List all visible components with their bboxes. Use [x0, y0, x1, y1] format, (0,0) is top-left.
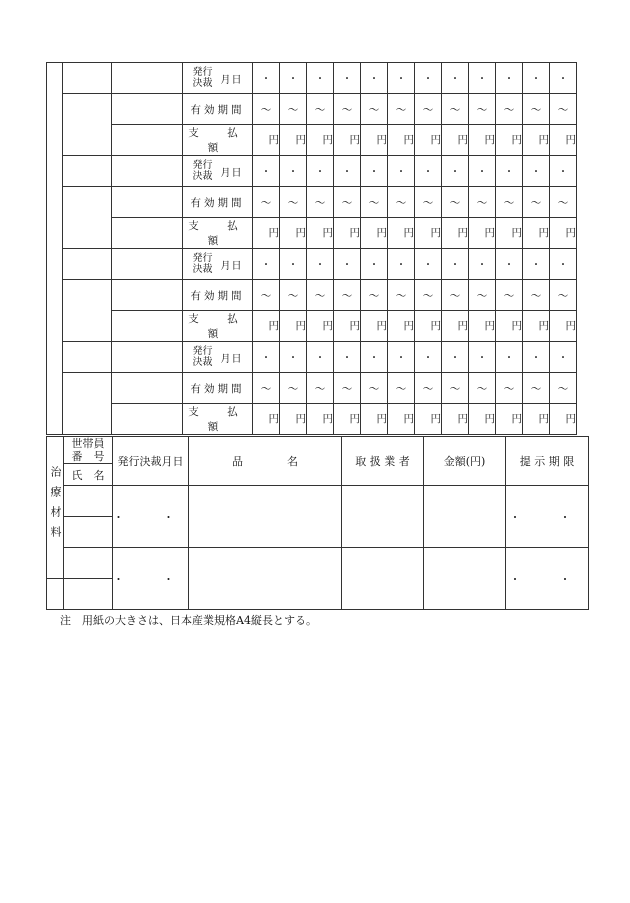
material-deadline[interactable]: ・ ・ [506, 486, 589, 548]
recipient-cell[interactable] [112, 404, 183, 435]
validity-period-cell[interactable]: ～ [469, 373, 496, 404]
household-number-cell[interactable] [63, 249, 112, 280]
payment-amount-cell[interactable]: 円 [253, 218, 280, 249]
validity-period-cell[interactable]: ～ [388, 280, 415, 311]
month-day-label: 月日 [220, 260, 243, 272]
issue-date-cell[interactable]: ・ [334, 156, 361, 187]
material-item-name[interactable] [189, 548, 342, 610]
issue-date-cell[interactable]: ・ [415, 249, 442, 280]
validity-period-cell[interactable]: ～ [550, 94, 577, 125]
issue-date-cell[interactable]: ・ [550, 63, 577, 94]
issue-date-cell[interactable]: ・ [280, 156, 307, 187]
validity-period-cell[interactable]: ～ [469, 280, 496, 311]
recipient-number-cell[interactable] [112, 187, 183, 218]
issue-date-cell[interactable]: ・ [496, 249, 523, 280]
validity-period-cell[interactable]: ～ [415, 373, 442, 404]
issue-date-cell[interactable]: ・ [307, 156, 334, 187]
validity-period-cell[interactable]: ～ [334, 187, 361, 218]
issue-date-cell[interactable]: ・ [361, 342, 388, 373]
validity-period-cell[interactable]: ～ [307, 280, 334, 311]
material-item-name[interactable] [189, 486, 342, 548]
issue-date-cell[interactable]: ・ [550, 249, 577, 280]
validity-period-cell[interactable]: ～ [550, 373, 577, 404]
left-margin-cell [47, 63, 63, 435]
validity-period-cell[interactable]: ～ [253, 280, 280, 311]
payment-amount-cell[interactable]: 円 [550, 311, 577, 342]
issue-date-cell[interactable]: ・ [388, 156, 415, 187]
validity-period-cell[interactable]: ～ [415, 187, 442, 218]
validity-period-cell[interactable]: ～ [388, 373, 415, 404]
validity-period-label: 有効期間 [183, 187, 253, 218]
issue-date-cell[interactable]: ・ [253, 342, 280, 373]
payment-amount-cell[interactable]: 円 [280, 311, 307, 342]
materials-section-bottom [47, 579, 64, 610]
payment-amount-cell[interactable]: 円 [550, 404, 577, 435]
payment-amount-cell[interactable]: 円 [334, 404, 361, 435]
materials-section-label: 治療材料 [49, 466, 62, 546]
payment-amount-cell[interactable]: 円 [469, 218, 496, 249]
payment-amount-cell[interactable]: 円 [280, 218, 307, 249]
recipient-cell[interactable] [112, 63, 183, 94]
validity-period-cell[interactable]: ～ [550, 187, 577, 218]
issue-date-cell[interactable]: ・ [307, 249, 334, 280]
validity-period-cell[interactable]: ～ [361, 280, 388, 311]
payment-amount-cell[interactable]: 円 [307, 311, 334, 342]
payment-amount-cell[interactable]: 円 [388, 125, 415, 156]
payment-amount-cell[interactable]: 円 [334, 311, 361, 342]
household-number-header [64, 437, 113, 464]
validity-period-cell[interactable]: ～ [469, 94, 496, 125]
material-issue-date[interactable]: ・ ・ [113, 486, 189, 548]
validity-period-cell[interactable]: ～ [415, 94, 442, 125]
issue-date-cell[interactable]: ・ [280, 63, 307, 94]
issue-label-2: 決裁 [192, 78, 213, 89]
issue-date-cell[interactable]: ・ [307, 342, 334, 373]
deadline-header: 提 示 期 限 [506, 437, 589, 486]
issuance-ledger-table [46, 62, 577, 435]
issue-date-label [183, 249, 253, 280]
material-name-cell[interactable] [64, 579, 113, 610]
issue-label-1: 発行 [192, 67, 213, 78]
issue-date-cell[interactable]: ・ [388, 249, 415, 280]
material-deadline[interactable]: ・ ・ [506, 548, 589, 610]
material-issue-date[interactable]: ・ ・ [113, 548, 189, 610]
issue-date-cell[interactable]: ・ [523, 63, 550, 94]
name-cell[interactable] [63, 280, 112, 342]
validity-period-cell[interactable]: ～ [415, 280, 442, 311]
issue-label-2: 決裁 [192, 171, 213, 182]
validity-period-cell[interactable]: ～ [307, 373, 334, 404]
amount-header: 金額(円) [424, 437, 506, 486]
recipient-number-cell[interactable] [112, 280, 183, 311]
validity-period-cell[interactable]: ～ [496, 373, 523, 404]
issue-date-cell[interactable]: ・ [469, 249, 496, 280]
validity-period-cell[interactable]: ～ [442, 94, 469, 125]
issue-label-1: 発行 [192, 253, 213, 264]
payment-amount-cell[interactable]: 円 [442, 218, 469, 249]
name-cell[interactable] [63, 373, 112, 435]
handler-header: 取 扱 業 者 [342, 437, 424, 486]
issue-date-cell[interactable]: ・ [550, 342, 577, 373]
material-name-cell[interactable] [64, 517, 113, 548]
payment-amount-cell[interactable]: 円 [496, 404, 523, 435]
month-day-label: 月日 [220, 74, 243, 86]
validity-period-cell[interactable]: ～ [280, 187, 307, 218]
validity-period-cell[interactable]: ～ [496, 187, 523, 218]
payment-amount-cell[interactable]: 円 [388, 404, 415, 435]
recipient-cell[interactable] [112, 249, 183, 280]
issue-date-cell[interactable]: ・ [442, 342, 469, 373]
treatment-materials-table [46, 436, 589, 610]
issue-date-cell[interactable]: ・ [253, 63, 280, 94]
issue-date-label [183, 63, 253, 94]
payment-amount-cell[interactable]: 円 [361, 125, 388, 156]
payment-amount-cell[interactable]: 円 [469, 311, 496, 342]
validity-period-cell[interactable]: ～ [523, 187, 550, 218]
payment-amount-cell[interactable]: 円 [496, 218, 523, 249]
issue-date-cell[interactable]: ・ [280, 342, 307, 373]
payment-amount-cell[interactable]: 円 [496, 311, 523, 342]
month-day-label: 月日 [220, 167, 243, 179]
validity-period-cell[interactable]: ～ [523, 280, 550, 311]
issue-date-cell[interactable]: ・ [442, 63, 469, 94]
issue-date-cell[interactable]: ・ [361, 63, 388, 94]
recipient-cell[interactable] [112, 342, 183, 373]
payment-amount-cell[interactable]: 円 [307, 125, 334, 156]
issue-date-label [183, 342, 253, 373]
payment-amount-cell[interactable]: 円 [523, 125, 550, 156]
issue-date-cell[interactable]: ・ [388, 342, 415, 373]
validity-period-cell[interactable]: ～ [442, 373, 469, 404]
issue-date-cell[interactable]: ・ [523, 249, 550, 280]
validity-period-cell[interactable]: ～ [280, 280, 307, 311]
payment-amount-label: 支 払 額 [183, 404, 253, 435]
validity-period-cell[interactable]: ～ [550, 280, 577, 311]
name-cell[interactable] [63, 94, 112, 156]
issue-label-2: 決裁 [192, 357, 213, 368]
validity-period-cell[interactable]: ～ [361, 373, 388, 404]
issue-date-cell[interactable]: ・ [334, 249, 361, 280]
payment-amount-cell[interactable]: 円 [361, 218, 388, 249]
issue-date-cell[interactable]: ・ [415, 156, 442, 187]
material-handler[interactable] [342, 486, 424, 548]
validity-period-cell[interactable]: ～ [469, 187, 496, 218]
payment-amount-cell[interactable]: 円 [442, 125, 469, 156]
payment-amount-cell[interactable]: 円 [469, 404, 496, 435]
validity-period-cell[interactable]: ～ [334, 280, 361, 311]
issue-date-cell[interactable]: ・ [415, 63, 442, 94]
issue-date-cell[interactable]: ・ [307, 63, 334, 94]
payment-amount-label: 支 払 額 [183, 125, 253, 156]
validity-period-cell[interactable]: ～ [442, 280, 469, 311]
issue-date-cell[interactable]: ・ [442, 249, 469, 280]
issue-label-2: 決裁 [192, 264, 213, 275]
payment-amount-cell[interactable]: 円 [523, 218, 550, 249]
payment-amount-cell[interactable]: 円 [415, 311, 442, 342]
issue-date-cell[interactable]: ・ [469, 342, 496, 373]
issue-date-cell[interactable]: ・ [496, 342, 523, 373]
payment-amount-cell[interactable]: 円 [280, 125, 307, 156]
recipient-number-cell[interactable] [112, 94, 183, 125]
validity-period-label: 有効期間 [183, 94, 253, 125]
validity-period-label: 有効期間 [183, 280, 253, 311]
household-number-cell[interactable] [63, 63, 112, 94]
payment-amount-cell[interactable]: 円 [523, 404, 550, 435]
payment-amount-cell[interactable]: 円 [253, 125, 280, 156]
name-header: 氏 名 [64, 464, 113, 486]
household-label-2: 番 号 [71, 450, 105, 463]
issue-date-cell[interactable]: ・ [523, 156, 550, 187]
material-household-cell[interactable] [64, 486, 113, 517]
payment-amount-cell[interactable]: 円 [496, 125, 523, 156]
validity-period-cell[interactable]: ～ [253, 94, 280, 125]
issue-date-cell[interactable]: ・ [469, 63, 496, 94]
issue-date-cell[interactable]: ・ [253, 156, 280, 187]
issue-date-cell[interactable]: ・ [442, 156, 469, 187]
validity-period-cell[interactable]: ～ [280, 373, 307, 404]
payment-amount-cell[interactable]: 円 [280, 404, 307, 435]
payment-amount-cell[interactable]: 円 [307, 404, 334, 435]
issue-date-cell[interactable]: ・ [523, 342, 550, 373]
payment-amount-cell[interactable]: 円 [415, 404, 442, 435]
validity-period-cell[interactable]: ～ [523, 94, 550, 125]
payment-amount-cell[interactable]: 円 [388, 311, 415, 342]
material-handler[interactable] [342, 548, 424, 610]
payment-amount-cell[interactable]: 円 [415, 125, 442, 156]
payment-amount-cell[interactable]: 円 [469, 125, 496, 156]
materials-section-cell [47, 437, 64, 579]
validity-period-cell[interactable]: ～ [307, 94, 334, 125]
payment-amount-cell[interactable]: 円 [388, 218, 415, 249]
payment-amount-cell[interactable]: 円 [361, 311, 388, 342]
issue-date-label [183, 156, 253, 187]
validity-period-cell[interactable]: ～ [496, 94, 523, 125]
payment-amount-label: 支 払 額 [183, 311, 253, 342]
validity-period-cell[interactable]: ～ [388, 187, 415, 218]
payment-amount-cell[interactable]: 円 [334, 125, 361, 156]
payment-amount-cell[interactable]: 円 [442, 404, 469, 435]
issue-date-header: 発行決裁月日 [113, 437, 189, 486]
household-number-cell[interactable] [63, 156, 112, 187]
issue-date-cell[interactable]: ・ [550, 156, 577, 187]
material-household-cell[interactable] [64, 548, 113, 579]
household-label-1: 世帯員 [71, 437, 105, 450]
issue-date-cell[interactable]: ・ [334, 342, 361, 373]
recipient-cell[interactable] [112, 156, 183, 187]
issue-date-cell[interactable]: ・ [334, 63, 361, 94]
issue-date-cell[interactable]: ・ [280, 249, 307, 280]
issue-date-cell[interactable]: ・ [415, 342, 442, 373]
material-amount[interactable] [424, 486, 506, 548]
validity-period-cell[interactable]: ～ [523, 373, 550, 404]
recipient-cell[interactable] [112, 311, 183, 342]
validity-period-cell[interactable]: ～ [334, 94, 361, 125]
payment-amount-cell[interactable]: 円 [253, 311, 280, 342]
validity-period-cell[interactable]: ～ [253, 373, 280, 404]
issue-date-cell[interactable]: ・ [469, 156, 496, 187]
recipient-cell[interactable] [112, 218, 183, 249]
validity-period-cell[interactable]: ～ [496, 280, 523, 311]
payment-amount-cell[interactable]: 円 [307, 218, 334, 249]
validity-period-cell[interactable]: ～ [307, 187, 334, 218]
issue-date-cell[interactable]: ・ [361, 156, 388, 187]
validity-period-cell[interactable]: ～ [253, 187, 280, 218]
issue-label-1: 発行 [192, 346, 213, 357]
item-name-header: 品 名 [189, 437, 342, 486]
payment-amount-cell[interactable]: 円 [361, 404, 388, 435]
payment-amount-cell[interactable]: 円 [523, 311, 550, 342]
payment-amount-cell[interactable]: 円 [334, 218, 361, 249]
month-day-label: 月日 [220, 353, 243, 365]
issue-date-cell[interactable]: ・ [361, 249, 388, 280]
payment-amount-cell[interactable]: 円 [442, 311, 469, 342]
payment-amount-cell[interactable]: 円 [550, 218, 577, 249]
validity-period-cell[interactable]: ～ [280, 94, 307, 125]
recipient-number-cell[interactable] [112, 373, 183, 404]
issue-date-cell[interactable]: ・ [253, 249, 280, 280]
validity-period-label: 有効期間 [183, 373, 253, 404]
name-cell[interactable] [63, 187, 112, 249]
payment-amount-cell[interactable]: 円 [415, 218, 442, 249]
paper-size-note: 注 用紙の大きさは、日本産業規格A4縦長とする。 [60, 614, 317, 627]
validity-period-cell[interactable]: ～ [442, 187, 469, 218]
validity-period-cell[interactable]: ～ [361, 94, 388, 125]
material-amount[interactable] [424, 548, 506, 610]
recipient-cell[interactable] [112, 125, 183, 156]
validity-period-cell[interactable]: ～ [361, 187, 388, 218]
validity-period-cell[interactable]: ～ [334, 373, 361, 404]
payment-amount-label: 支 払 額 [183, 218, 253, 249]
issue-date-cell[interactable]: ・ [388, 63, 415, 94]
payment-amount-cell[interactable]: 円 [550, 125, 577, 156]
payment-amount-cell[interactable]: 円 [253, 404, 280, 435]
issue-date-cell[interactable]: ・ [496, 63, 523, 94]
issue-date-cell[interactable]: ・ [496, 156, 523, 187]
validity-period-cell[interactable]: ～ [388, 94, 415, 125]
issue-label-1: 発行 [192, 160, 213, 171]
household-number-cell[interactable] [63, 342, 112, 373]
